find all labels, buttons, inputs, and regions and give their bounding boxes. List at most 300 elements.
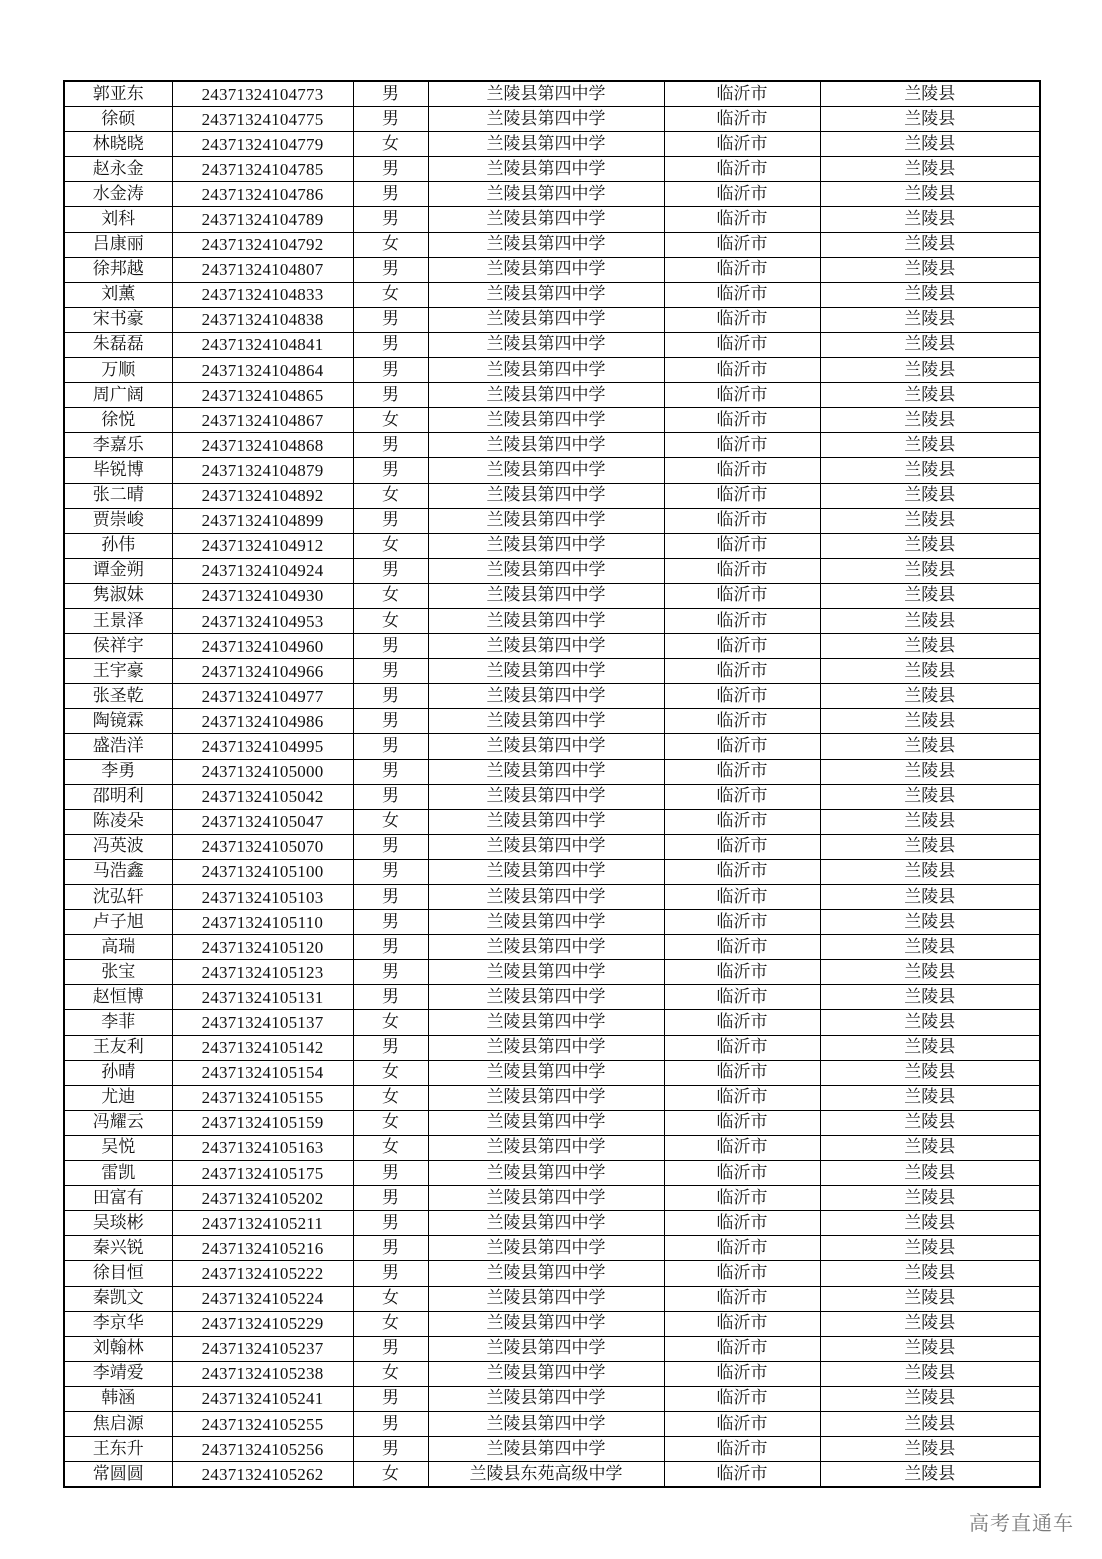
cell-county: 兰陵县 — [820, 1411, 1040, 1436]
table-row — [64, 960, 1040, 985]
cell-school: 兰陵县第四中学 — [428, 960, 664, 985]
cell-gender: 男 — [353, 859, 428, 884]
cell-county: 兰陵县 — [820, 859, 1040, 884]
cell-name: 沈弘轩 — [64, 885, 172, 910]
cell-city: 临沂市 — [664, 408, 820, 433]
cell-school: 兰陵县第四中学 — [428, 608, 664, 633]
cell-city: 临沂市 — [664, 483, 820, 508]
table-row — [64, 207, 1040, 232]
table-row — [64, 910, 1040, 935]
cell-school: 兰陵县第四中学 — [428, 709, 664, 734]
cell-city: 临沂市 — [664, 1462, 820, 1488]
cell-school: 兰陵县第四中学 — [428, 859, 664, 884]
table-row — [64, 157, 1040, 182]
cell-county: 兰陵县 — [820, 383, 1040, 408]
cell-name: 张宝 — [64, 960, 172, 985]
cell-name: 孙伟 — [64, 533, 172, 558]
cell-exam-id: 24371324105123 — [172, 960, 353, 985]
cell-exam-id: 24371324105163 — [172, 1135, 353, 1160]
table-row — [64, 1336, 1040, 1361]
cell-exam-id: 24371324105222 — [172, 1261, 353, 1286]
cell-city: 临沂市 — [664, 157, 820, 182]
cell-exam-id: 24371324105216 — [172, 1236, 353, 1261]
cell-gender: 男 — [353, 910, 428, 935]
cell-city: 临沂市 — [664, 307, 820, 332]
cell-city: 临沂市 — [664, 960, 820, 985]
table-row — [64, 1261, 1040, 1286]
cell-name: 马浩鑫 — [64, 859, 172, 884]
cell-exam-id: 24371324105229 — [172, 1311, 353, 1336]
table-row — [64, 634, 1040, 659]
cell-city: 临沂市 — [664, 132, 820, 157]
cell-name: 田富有 — [64, 1186, 172, 1211]
cell-exam-id: 24371324104807 — [172, 257, 353, 282]
cell-gender: 男 — [353, 985, 428, 1010]
roster-table-body — [64, 81, 1040, 1487]
cell-exam-id: 24371324104838 — [172, 307, 353, 332]
cell-gender: 男 — [353, 684, 428, 709]
cell-school: 兰陵县第四中学 — [428, 1286, 664, 1311]
cell-name: 尤迪 — [64, 1085, 172, 1110]
cell-name: 徐悦 — [64, 408, 172, 433]
cell-gender: 男 — [353, 734, 428, 759]
cell-exam-id: 24371324105238 — [172, 1361, 353, 1386]
cell-gender: 男 — [353, 81, 428, 107]
cell-city: 临沂市 — [664, 659, 820, 684]
cell-exam-id: 24371324104879 — [172, 458, 353, 483]
cell-gender: 男 — [353, 458, 428, 483]
cell-county: 兰陵县 — [820, 533, 1040, 558]
cell-gender: 男 — [353, 358, 428, 383]
cell-exam-id: 24371324105202 — [172, 1186, 353, 1211]
table-row — [64, 383, 1040, 408]
cell-gender: 男 — [353, 1261, 428, 1286]
cell-city: 临沂市 — [664, 383, 820, 408]
cell-exam-id: 24371324105042 — [172, 784, 353, 809]
cell-name: 陈凌朵 — [64, 809, 172, 834]
cell-exam-id: 24371324104833 — [172, 282, 353, 307]
cell-gender: 男 — [353, 784, 428, 809]
cell-gender: 女 — [353, 608, 428, 633]
cell-city: 临沂市 — [664, 1286, 820, 1311]
cell-gender: 男 — [353, 332, 428, 357]
cell-gender: 男 — [353, 383, 428, 408]
table-row — [64, 132, 1040, 157]
cell-school: 兰陵县第四中学 — [428, 1085, 664, 1110]
cell-county: 兰陵县 — [820, 207, 1040, 232]
cell-exam-id: 24371324104773 — [172, 81, 353, 107]
cell-name: 李菲 — [64, 1010, 172, 1035]
cell-exam-id: 24371324105000 — [172, 759, 353, 784]
cell-school: 兰陵县第四中学 — [428, 784, 664, 809]
cell-exam-id: 24371324105131 — [172, 985, 353, 1010]
cell-name: 卢子旭 — [64, 910, 172, 935]
table-row — [64, 1286, 1040, 1311]
cell-exam-id: 24371324104995 — [172, 734, 353, 759]
cell-county: 兰陵县 — [820, 358, 1040, 383]
table-row — [64, 759, 1040, 784]
cell-gender: 男 — [353, 885, 428, 910]
cell-gender: 女 — [353, 1085, 428, 1110]
cell-county: 兰陵县 — [820, 332, 1040, 357]
table-row — [64, 1161, 1040, 1186]
cell-name: 王东升 — [64, 1437, 172, 1462]
cell-name: 郭亚东 — [64, 81, 172, 107]
table-row — [64, 1236, 1040, 1261]
cell-name: 陶镜霖 — [64, 709, 172, 734]
cell-city: 临沂市 — [664, 1161, 820, 1186]
cell-gender: 男 — [353, 257, 428, 282]
cell-exam-id: 24371324105070 — [172, 834, 353, 859]
table-row — [64, 659, 1040, 684]
table-row — [64, 809, 1040, 834]
cell-city: 临沂市 — [664, 332, 820, 357]
cell-school: 兰陵县第四中学 — [428, 1161, 664, 1186]
table-row — [64, 81, 1040, 107]
cell-gender: 男 — [353, 1336, 428, 1361]
cell-gender: 女 — [353, 1462, 428, 1488]
cell-exam-id: 24371324105100 — [172, 859, 353, 884]
cell-city: 临沂市 — [664, 182, 820, 207]
cell-school: 兰陵县第四中学 — [428, 1336, 664, 1361]
table-row — [64, 1462, 1040, 1488]
cell-gender: 男 — [353, 307, 428, 332]
cell-gender: 男 — [353, 433, 428, 458]
cell-county: 兰陵县 — [820, 1211, 1040, 1236]
table-row — [64, 1361, 1040, 1386]
cell-name: 张圣乾 — [64, 684, 172, 709]
table-row — [64, 182, 1040, 207]
cell-name: 邵明利 — [64, 784, 172, 809]
cell-gender: 女 — [353, 1060, 428, 1085]
cell-school: 兰陵县第四中学 — [428, 1186, 664, 1211]
cell-name: 王宇豪 — [64, 659, 172, 684]
cell-school: 兰陵县第四中学 — [428, 358, 664, 383]
cell-exam-id: 24371324105120 — [172, 935, 353, 960]
cell-exam-id: 24371324105224 — [172, 1286, 353, 1311]
table-row — [64, 709, 1040, 734]
cell-gender: 女 — [353, 583, 428, 608]
table-row — [64, 508, 1040, 533]
cell-school: 兰陵县第四中学 — [428, 81, 664, 107]
table-row — [64, 834, 1040, 859]
cell-county: 兰陵县 — [820, 1386, 1040, 1411]
cell-exam-id: 24371324105137 — [172, 1010, 353, 1035]
table-row — [64, 1035, 1040, 1060]
cell-gender: 女 — [353, 1286, 428, 1311]
table-row — [64, 1437, 1040, 1462]
cell-gender: 男 — [353, 1186, 428, 1211]
cell-county: 兰陵县 — [820, 282, 1040, 307]
cell-school: 兰陵县第四中学 — [428, 458, 664, 483]
cell-exam-id: 24371324105211 — [172, 1211, 353, 1236]
cell-exam-id: 24371324105237 — [172, 1336, 353, 1361]
table-row — [64, 784, 1040, 809]
cell-school: 兰陵县第四中学 — [428, 307, 664, 332]
table-row — [64, 1060, 1040, 1085]
cell-exam-id: 24371324104792 — [172, 232, 353, 257]
cell-county: 兰陵县 — [820, 1035, 1040, 1060]
cell-county: 兰陵县 — [820, 1110, 1040, 1135]
cell-name: 贾崇峻 — [64, 508, 172, 533]
cell-name: 吴琰彬 — [64, 1211, 172, 1236]
cell-school: 兰陵县第四中学 — [428, 1010, 664, 1035]
cell-name: 毕锐博 — [64, 458, 172, 483]
table-row — [64, 1211, 1040, 1236]
cell-city: 临沂市 — [664, 458, 820, 483]
cell-county: 兰陵县 — [820, 960, 1040, 985]
cell-city: 临沂市 — [664, 1336, 820, 1361]
cell-city: 临沂市 — [664, 910, 820, 935]
cell-name: 刘薰 — [64, 282, 172, 307]
cell-gender: 男 — [353, 207, 428, 232]
cell-gender: 女 — [353, 1311, 428, 1336]
cell-school: 兰陵县第四中学 — [428, 809, 664, 834]
table-row — [64, 1186, 1040, 1211]
cell-exam-id: 24371324105154 — [172, 1060, 353, 1085]
cell-school: 兰陵县第四中学 — [428, 533, 664, 558]
cell-name: 李靖爱 — [64, 1361, 172, 1386]
cell-exam-id: 24371324105155 — [172, 1085, 353, 1110]
cell-county: 兰陵县 — [820, 659, 1040, 684]
cell-city: 临沂市 — [664, 558, 820, 583]
cell-exam-id: 24371324105159 — [172, 1110, 353, 1135]
cell-exam-id: 24371324104960 — [172, 634, 353, 659]
cell-exam-id: 24371324105110 — [172, 910, 353, 935]
table-row — [64, 558, 1040, 583]
cell-county: 兰陵县 — [820, 408, 1040, 433]
cell-school: 兰陵县第四中学 — [428, 1311, 664, 1336]
cell-school: 兰陵县第四中学 — [428, 1261, 664, 1286]
cell-city: 临沂市 — [664, 433, 820, 458]
cell-gender: 男 — [353, 1411, 428, 1436]
cell-name: 焦启源 — [64, 1411, 172, 1436]
cell-school: 兰陵县第四中学 — [428, 834, 664, 859]
table-row — [64, 358, 1040, 383]
cell-county: 兰陵县 — [820, 910, 1040, 935]
cell-school: 兰陵县第四中学 — [428, 1135, 664, 1160]
cell-name: 王景泽 — [64, 608, 172, 633]
cell-school: 兰陵县第四中学 — [428, 985, 664, 1010]
table-row — [64, 458, 1040, 483]
cell-gender: 男 — [353, 508, 428, 533]
cell-name: 冯英波 — [64, 834, 172, 859]
cell-exam-id: 24371324104892 — [172, 483, 353, 508]
cell-name: 林晓晓 — [64, 132, 172, 157]
cell-name: 朱磊磊 — [64, 332, 172, 357]
table-row — [64, 985, 1040, 1010]
cell-name: 冯耀云 — [64, 1110, 172, 1135]
table-row — [64, 483, 1040, 508]
cell-school: 兰陵县第四中学 — [428, 508, 664, 533]
table-row — [64, 734, 1040, 759]
cell-exam-id: 24371324104786 — [172, 182, 353, 207]
cell-school: 兰陵县第四中学 — [428, 1411, 664, 1436]
cell-name: 李嘉乐 — [64, 433, 172, 458]
cell-city: 临沂市 — [664, 1411, 820, 1436]
table-row — [64, 1010, 1040, 1035]
cell-county: 兰陵县 — [820, 885, 1040, 910]
table-row — [64, 1135, 1040, 1160]
cell-city: 临沂市 — [664, 1035, 820, 1060]
cell-county: 兰陵县 — [820, 935, 1040, 960]
cell-gender: 女 — [353, 1010, 428, 1035]
cell-exam-id: 24371324104789 — [172, 207, 353, 232]
cell-gender: 男 — [353, 182, 428, 207]
cell-name: 秦兴锐 — [64, 1236, 172, 1261]
cell-exam-id: 24371324105047 — [172, 809, 353, 834]
cell-name: 水金涛 — [64, 182, 172, 207]
cell-city: 临沂市 — [664, 508, 820, 533]
cell-name: 吕康丽 — [64, 232, 172, 257]
cell-exam-id: 24371324104864 — [172, 358, 353, 383]
cell-school: 兰陵县第四中学 — [428, 885, 664, 910]
cell-name: 徐目恒 — [64, 1261, 172, 1286]
cell-city: 临沂市 — [664, 107, 820, 132]
cell-name: 谭金朔 — [64, 558, 172, 583]
cell-city: 临沂市 — [664, 207, 820, 232]
cell-city: 临沂市 — [664, 257, 820, 282]
cell-exam-id: 24371324104986 — [172, 709, 353, 734]
cell-gender: 男 — [353, 1236, 428, 1261]
cell-city: 临沂市 — [664, 282, 820, 307]
cell-name: 刘翰林 — [64, 1336, 172, 1361]
cell-exam-id: 24371324104977 — [172, 684, 353, 709]
table-row — [64, 1110, 1040, 1135]
cell-gender: 男 — [353, 759, 428, 784]
cell-name: 李京华 — [64, 1311, 172, 1336]
cell-city: 临沂市 — [664, 1386, 820, 1411]
cell-school: 兰陵县第四中学 — [428, 583, 664, 608]
cell-school: 兰陵县第四中学 — [428, 634, 664, 659]
cell-county: 兰陵县 — [820, 985, 1040, 1010]
cell-county: 兰陵县 — [820, 809, 1040, 834]
cell-exam-id: 24371324105142 — [172, 1035, 353, 1060]
cell-city: 临沂市 — [664, 583, 820, 608]
table-row — [64, 107, 1040, 132]
table-row — [64, 257, 1040, 282]
cell-county: 兰陵县 — [820, 684, 1040, 709]
cell-name: 宋书豪 — [64, 307, 172, 332]
cell-gender: 男 — [353, 659, 428, 684]
cell-county: 兰陵县 — [820, 784, 1040, 809]
cell-gender: 男 — [353, 157, 428, 182]
cell-county: 兰陵县 — [820, 1462, 1040, 1488]
cell-city: 临沂市 — [664, 232, 820, 257]
cell-exam-id: 24371324105241 — [172, 1386, 353, 1411]
cell-city: 临沂市 — [664, 81, 820, 107]
cell-school: 兰陵县第四中学 — [428, 107, 664, 132]
cell-school: 兰陵县第四中学 — [428, 257, 664, 282]
cell-city: 临沂市 — [664, 1135, 820, 1160]
cell-county: 兰陵县 — [820, 433, 1040, 458]
cell-name: 赵恒博 — [64, 985, 172, 1010]
cell-gender: 女 — [353, 809, 428, 834]
cell-gender: 男 — [353, 834, 428, 859]
cell-name: 万顺 — [64, 358, 172, 383]
cell-county: 兰陵县 — [820, 1060, 1040, 1085]
cell-school: 兰陵县第四中学 — [428, 558, 664, 583]
cell-name: 常圆圆 — [64, 1462, 172, 1488]
table-row — [64, 684, 1040, 709]
cell-city: 临沂市 — [664, 1236, 820, 1261]
table-row — [64, 408, 1040, 433]
cell-school: 兰陵县第四中学 — [428, 232, 664, 257]
cell-school: 兰陵县第四中学 — [428, 433, 664, 458]
cell-county: 兰陵县 — [820, 709, 1040, 734]
table-row — [64, 533, 1040, 558]
cell-exam-id: 24371324104930 — [172, 583, 353, 608]
cell-school: 兰陵县东苑高级中学 — [428, 1462, 664, 1488]
cell-county: 兰陵县 — [820, 834, 1040, 859]
cell-exam-id: 24371324104785 — [172, 157, 353, 182]
cell-county: 兰陵县 — [820, 307, 1040, 332]
table-row — [64, 1411, 1040, 1436]
cell-county: 兰陵县 — [820, 1236, 1040, 1261]
cell-city: 临沂市 — [664, 1060, 820, 1085]
cell-city: 临沂市 — [664, 859, 820, 884]
cell-gender: 男 — [353, 634, 428, 659]
cell-city: 临沂市 — [664, 1261, 820, 1286]
cell-exam-id: 24371324105103 — [172, 885, 353, 910]
cell-county: 兰陵县 — [820, 157, 1040, 182]
cell-county: 兰陵县 — [820, 107, 1040, 132]
cell-county: 兰陵县 — [820, 558, 1040, 583]
cell-county: 兰陵县 — [820, 232, 1040, 257]
cell-name: 周广阔 — [64, 383, 172, 408]
cell-school: 兰陵县第四中学 — [428, 1035, 664, 1060]
cell-school: 兰陵县第四中学 — [428, 1361, 664, 1386]
table-row — [64, 885, 1040, 910]
cell-city: 临沂市 — [664, 1311, 820, 1336]
cell-city: 临沂市 — [664, 1437, 820, 1462]
cell-name: 高瑞 — [64, 935, 172, 960]
cell-county: 兰陵县 — [820, 1010, 1040, 1035]
cell-county: 兰陵县 — [820, 734, 1040, 759]
cell-name: 吴悦 — [64, 1135, 172, 1160]
cell-school: 兰陵县第四中学 — [428, 1437, 664, 1462]
cell-county: 兰陵县 — [820, 458, 1040, 483]
cell-city: 临沂市 — [664, 834, 820, 859]
cell-name: 张二晴 — [64, 483, 172, 508]
cell-school: 兰陵县第四中学 — [428, 157, 664, 182]
cell-gender: 男 — [353, 960, 428, 985]
cell-city: 临沂市 — [664, 809, 820, 834]
cell-county: 兰陵县 — [820, 583, 1040, 608]
cell-exam-id: 24371324104779 — [172, 132, 353, 157]
cell-name: 侯祥宇 — [64, 634, 172, 659]
cell-county: 兰陵县 — [820, 1311, 1040, 1336]
cell-city: 临沂市 — [664, 1361, 820, 1386]
table-row — [64, 935, 1040, 960]
cell-school: 兰陵县第四中学 — [428, 1060, 664, 1085]
cell-county: 兰陵县 — [820, 182, 1040, 207]
cell-school: 兰陵县第四中学 — [428, 408, 664, 433]
table-row — [64, 859, 1040, 884]
cell-exam-id: 24371324104775 — [172, 107, 353, 132]
cell-exam-id: 24371324105175 — [172, 1161, 353, 1186]
table-row — [64, 608, 1040, 633]
cell-exam-id: 24371324104953 — [172, 608, 353, 633]
cell-county: 兰陵县 — [820, 81, 1040, 107]
cell-school: 兰陵县第四中学 — [428, 207, 664, 232]
cell-gender: 女 — [353, 232, 428, 257]
cell-school: 兰陵县第四中学 — [428, 910, 664, 935]
cell-county: 兰陵县 — [820, 1085, 1040, 1110]
watermark-text: 高考直通车 — [969, 1511, 1074, 1535]
cell-county: 兰陵县 — [820, 1286, 1040, 1311]
cell-name: 雷凯 — [64, 1161, 172, 1186]
